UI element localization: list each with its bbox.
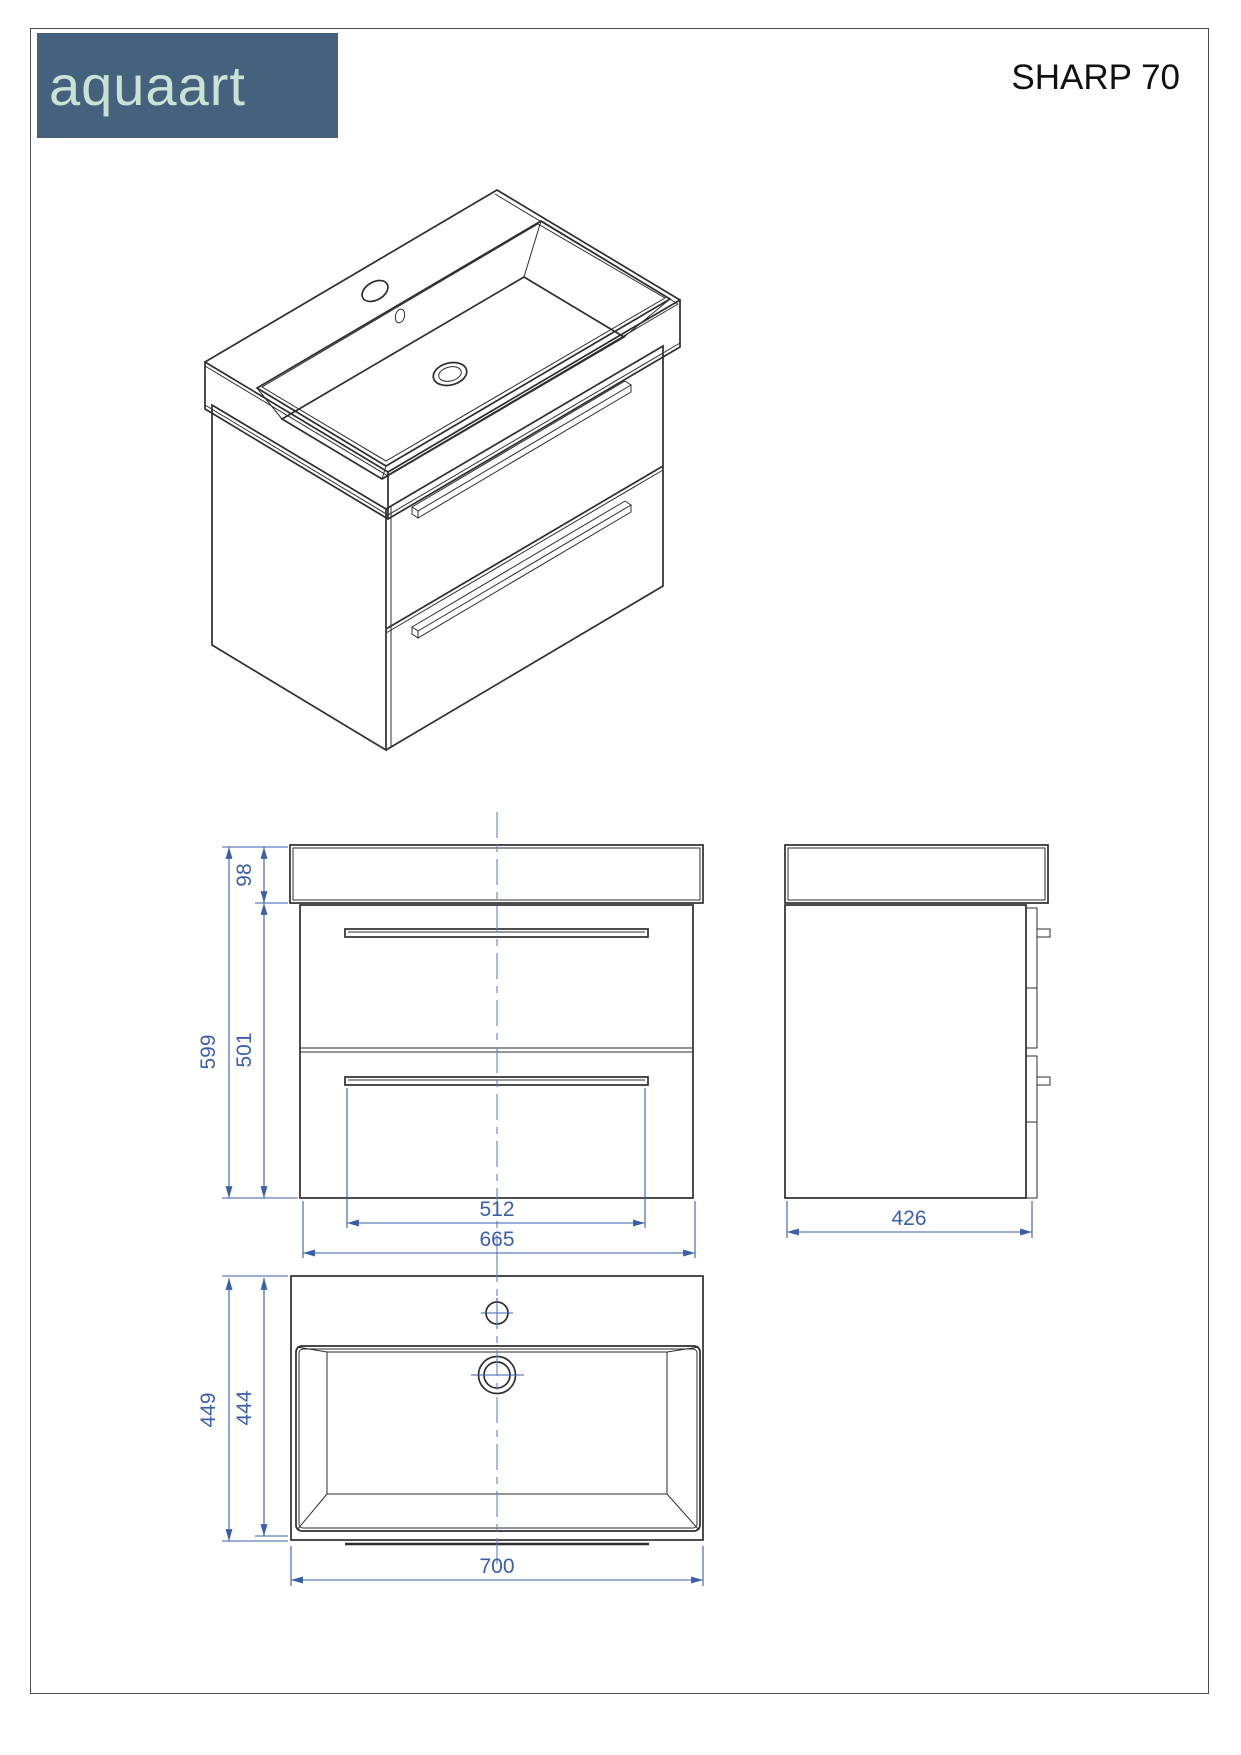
top-view [197, 1256, 703, 1586]
svg-text:98: 98 [233, 863, 256, 887]
isometric-view [205, 190, 680, 750]
svg-text:426: 426 [891, 1207, 927, 1230]
svg-text:501: 501 [233, 1032, 256, 1068]
dim-handle-width [347, 1198, 645, 1223]
dim-cabinet-width [303, 1228, 695, 1253]
svg-text:599: 599 [197, 1034, 220, 1070]
model-title: SHARP 70 [1011, 58, 1180, 97]
dim-basin-height [233, 847, 264, 903]
svg-text:665: 665 [479, 1228, 515, 1251]
dim-depth [787, 1207, 1032, 1232]
dim-overall-depth [197, 1278, 229, 1541]
brand-logo-text: aquaart [49, 54, 246, 117]
svg-text:444: 444 [233, 1390, 256, 1426]
dim-ceramic-depth [233, 1278, 264, 1536]
dim-cabinet-height [233, 903, 264, 1198]
svg-text:512: 512 [479, 1198, 515, 1221]
iso-handle-2 [412, 501, 631, 638]
side-handle-1 [1037, 929, 1050, 937]
svg-text:700: 700 [479, 1555, 515, 1578]
dim-total-height [197, 847, 229, 1198]
side-handle-2 [1037, 1077, 1050, 1085]
svg-text:449: 449 [197, 1392, 220, 1428]
dim-overall-width [291, 1555, 703, 1580]
front-view [197, 812, 703, 1262]
iso-handle-1 [412, 381, 631, 518]
side-view [785, 845, 1050, 1238]
